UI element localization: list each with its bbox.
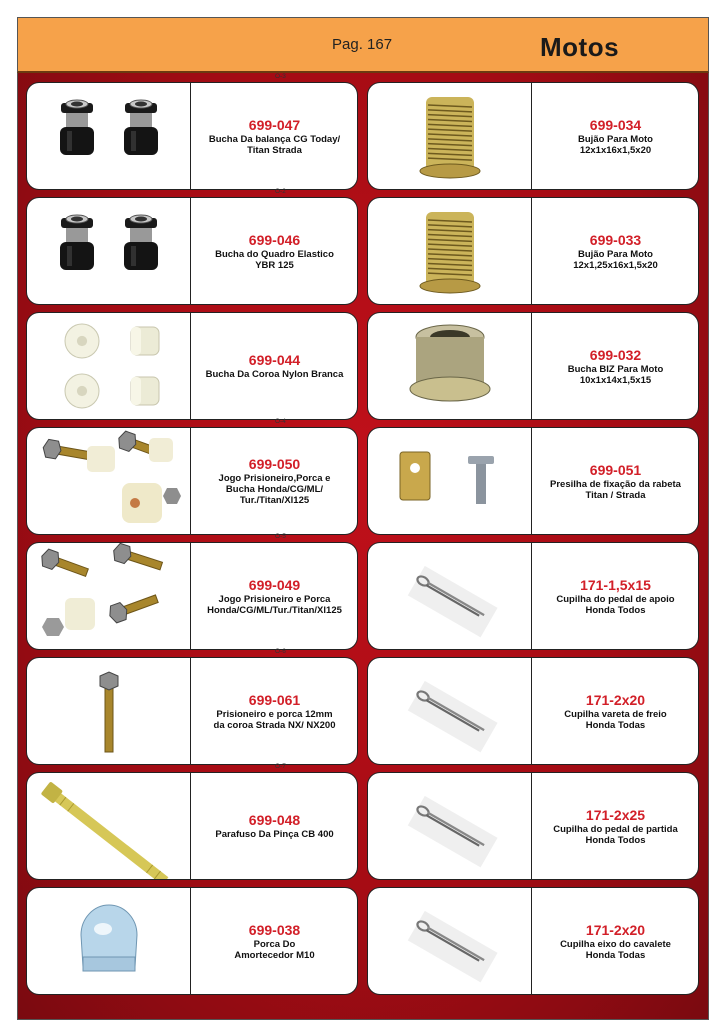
product-image [368,198,532,304]
product-description: Prisioneiro e porca 12mm da coroa Strada NX/ NX200 [213,708,336,731]
product-image [27,888,191,994]
reference-label: O-6 [275,648,286,655]
page-title: Motos [540,32,620,62]
product-description: Presilha de fixação da rabeta Titan / Strada [550,478,681,501]
product-code: 171-2x20 [585,691,646,708]
cotter-pin-icon [368,658,531,764]
product-card[interactable] [368,658,698,764]
product-code: 699-050 [248,456,301,472]
product-card[interactable] [368,198,698,304]
product-card[interactable] [368,543,698,649]
product-image [27,83,191,189]
brass-screw-icon [27,773,190,879]
product-card[interactable] [368,428,698,534]
product-image [27,543,191,649]
product-card[interactable] [27,543,357,649]
product-card[interactable] [27,888,357,994]
clip-and-bolt-icon [368,428,531,534]
product-code: 699-047 [248,116,301,133]
cotter-pin-icon [368,543,531,649]
product-card[interactable] [27,198,357,304]
product-card[interactable] [27,773,357,879]
product-description: Cupilha vareta de freio Honda Todas [564,708,667,731]
product-description: Porca Do Amortecedor M10 [234,938,315,961]
black-bushing-pair-icon [27,83,190,189]
cotter-pin-icon [368,888,531,994]
product-image [27,198,191,304]
product-code: 699-051 [589,461,642,478]
threaded-bushing-icon [368,313,531,419]
product-card[interactable] [368,773,698,879]
nylon-bushing-icon [27,313,190,419]
product-card[interactable] [27,428,357,534]
product-image [27,313,191,419]
product-description: Bucha do Quadro Elastico YBR 125 [215,248,334,271]
reference-label: O-3 [275,73,286,80]
product-image [27,658,191,764]
threaded-plug-icon [368,198,531,304]
product-image [368,313,532,419]
product-card[interactable] [27,83,357,189]
product-code: 699-032 [589,346,642,363]
product-description: Jogo Prisioneiro,Porca e Bucha Honda/CG/ML/ Tur./Titan/Xl125 [218,473,331,506]
product-code: 699-061 [248,691,301,708]
product-code: 699-049 [248,576,301,593]
product-description: Bujão Para Moto 12x1,25x16x1,5x20 [573,248,658,271]
product-description: Parafuso Da Pinça CB 400 [215,829,334,840]
product-image [27,428,191,534]
product-image [368,428,532,534]
product-image [368,658,532,764]
stud-nut-set-icon [27,543,190,649]
product-code: 171-1,5x15 [580,576,651,593]
product-code: 699-048 [248,812,301,828]
reference-label: O-2 [275,188,286,195]
product-card[interactable] [27,658,357,764]
product-card[interactable] [368,888,698,994]
product-code: 699-044 [248,352,301,368]
product-description: Bucha Da balança CG Today/ Titan Strada [208,133,341,156]
product-image [368,773,532,879]
reference-label: O-5 [275,533,286,540]
product-description: Cupilha do pedal de apoio Honda Todos [556,593,675,616]
page-number: Pag. 167 [332,36,393,53]
product-description: Cupilha do pedal de partida Honda Todos [553,823,678,846]
product-description: Bujão Para Moto 12x1x16x1,5x20 [578,133,653,156]
product-code: 171-2x25 [585,806,646,823]
product-description: Jogo Prisioneiro e Porca Honda/CG/ML/Tur./Titan/Xl125 [207,593,342,616]
reference-label: O-7 [275,763,286,770]
stud-bolt-icon [27,658,190,764]
cap-nut-icon [27,888,190,994]
product-code: 171-2x20 [585,921,646,938]
black-bushing-pair-icon [27,198,190,304]
cotter-pin-icon [368,773,531,879]
product-description: Bucha Da Coroa Nylon Branca [205,369,344,380]
product-card[interactable] [368,83,698,189]
reference-label: O-4 [275,418,286,425]
product-description: Cupilha eixo do cavalete Honda Todas [560,938,671,961]
product-image [368,543,532,649]
threaded-plug-icon [368,83,531,189]
stud-nut-bushing-set-icon [27,428,190,534]
product-code: 699-034 [589,116,642,133]
product-code: 699-033 [589,231,642,248]
product-code: 699-038 [248,921,301,938]
product-image [368,888,532,994]
product-card[interactable] [27,313,357,419]
product-card[interactable] [368,313,698,419]
product-image [27,773,191,879]
product-image [368,83,532,189]
product-code: 699-046 [248,231,301,248]
product-description: Bucha BIZ Para Moto 10x1x14x1,5x15 [567,363,664,386]
